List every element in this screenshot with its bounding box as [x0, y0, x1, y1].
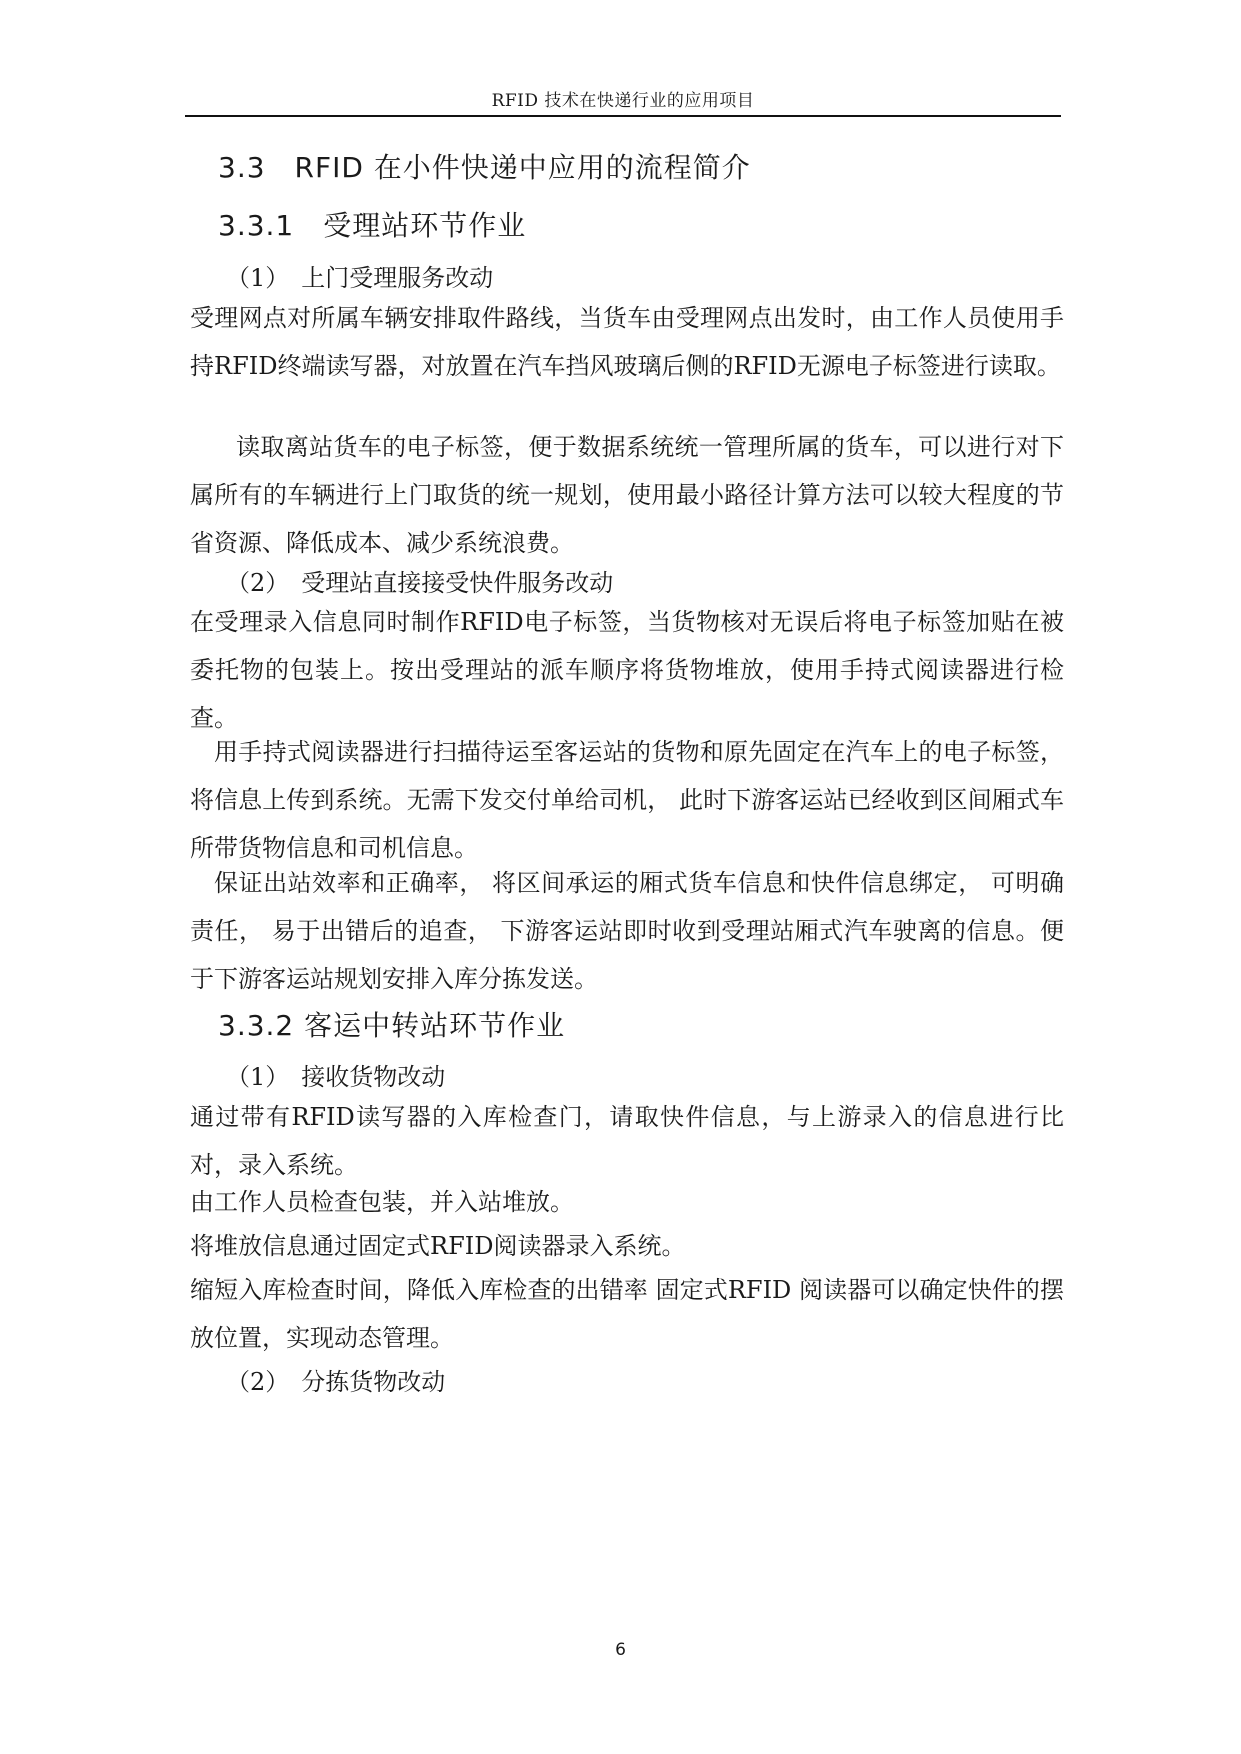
- paragraph-6: 通过带有RFID读写器的入库检查门，请取快件信息，与上游录入的信息进行比对，录入系统。: [190, 1103, 1064, 1179]
- subheading-4: （2） 分拣货物改动: [226, 1368, 446, 1396]
- paragraph-9: 缩短入库检查时间，降低入库检查的出错率 固定式RFID 阅读器可以确定快件的摆放位置，实现动态管理。: [190, 1276, 1064, 1352]
- paragraph-4: 用手持式阅读器进行扫描待运至客运站的货物和原先固定在汽车上的电子标签， 将信息上传到系统。无需下发交付单给司机， 此时下游客运站已经收到区间厢式车所带货物信息和司机信息。: [190, 738, 1064, 862]
- subheading-2: （2） 受理站直接接受快件服务改动: [226, 569, 614, 597]
- heading-3-3-2: 3.3.2 客运中转站环节作业: [218, 1009, 566, 1042]
- subheading-1: （1） 上门受理服务改动: [226, 264, 494, 292]
- page-number: 6: [615, 1640, 626, 1660]
- paragraph-2: 读取离站货车的电子标签，便于数据系统统一管理所属的货车，可以进行对下属所有的车辆进行上门取货的统一规划，使用最小路径计算方法可以较大程度的节省资源、降低成本、减少系统浪费。: [190, 433, 1064, 557]
- paragraph-7: 由工作人员检查包装，并入站堆放。: [190, 1188, 574, 1216]
- paragraph-3: 在受理录入信息同时制作RFID电子标签，当货物核对无误后将电子标签加贴在被委托物的包装上。按出受理站的派车顺序将货物堆放，使用手持式阅读器进行检查。: [190, 608, 1064, 732]
- page-header: RFID 技术在快递行业的应用项目: [491, 91, 755, 111]
- heading-3-3-1: 3.3.1 受理站环节作业: [218, 209, 527, 242]
- paragraph-5: 保证出站效率和正确率， 将区间承运的厢式货车信息和快件信息绑定， 可明确责任， 易于出错后的追查， 下游客运站即时收到受理站厢式汽车驶离的信息。便于下游客运站规划安排入库分拣发送。: [190, 869, 1064, 993]
- subheading-3: （1） 接收货物改动: [226, 1063, 446, 1091]
- paragraph-1: 受理网点对所属车辆安排取件路线，当货车由受理网点出发时，由工作人员使用手持RFID终端读写器，对放置在汽车挡风玻璃后侧的RFID无源电子标签进行读取。: [190, 304, 1064, 380]
- heading-3-3: 3.3 RFID 在小件快递中应用的流程简介: [218, 151, 751, 184]
- paragraph-8: 将堆放信息通过固定式RFID阅读器录入系统。: [190, 1232, 686, 1260]
- header-rule: [185, 115, 1061, 117]
